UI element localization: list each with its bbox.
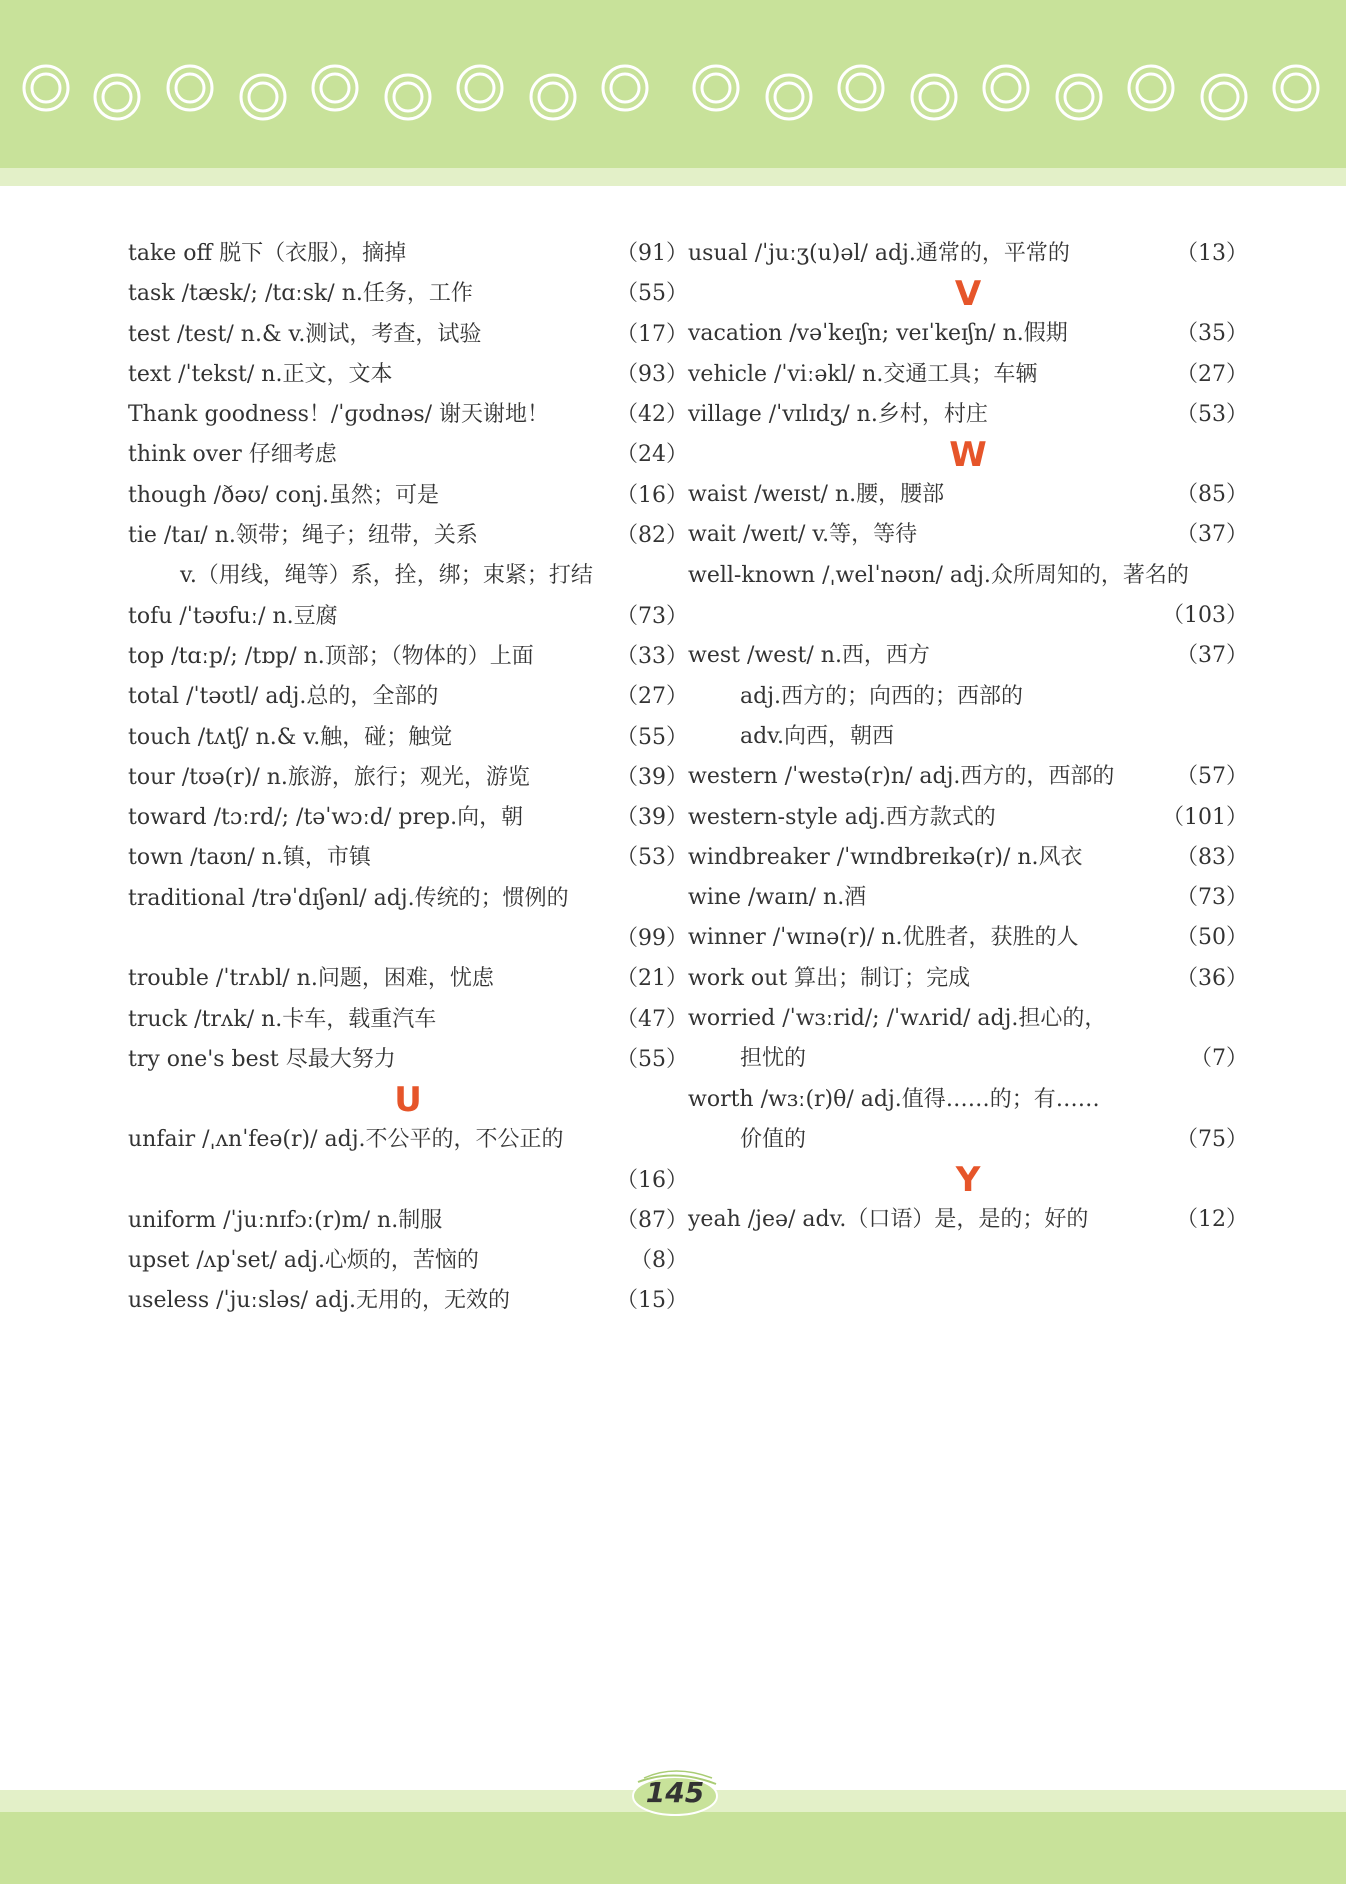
- entry-text: worried /ˈwɜːrid/; /ˈwʌrid/ adj.担心的，: [688, 1006, 1107, 1032]
- entry-text-continued: 担忧的: [740, 1046, 807, 1072]
- glossary-entry: [688, 556, 1248, 637]
- unit-page-ref: （39）: [616, 805, 688, 831]
- entry-text: useless /ˈjuːsləs/ adj.无用的，无效的: [128, 1288, 511, 1314]
- ring-icon: [531, 75, 575, 119]
- ring-icon: [1129, 66, 1173, 110]
- entry-text: uniform /ˈjuːnɪfɔː(r)m/ n.制服: [128, 1207, 443, 1233]
- glossary-entry: [128, 395, 688, 435]
- entry-text: worth /wɜː(r)θ/ adj.值得……的；有……: [688, 1086, 1100, 1112]
- glossary-entry: [688, 677, 1248, 717]
- entry-text: western /ˈwestə(r)n/ adj.西方的，西部的: [688, 764, 1115, 790]
- unit-page-ref: （53）: [1176, 401, 1248, 427]
- unit-page-ref: （82）: [616, 523, 688, 549]
- unit-page-ref: （55）: [616, 1046, 688, 1072]
- unit-page-ref: （85）: [1176, 482, 1248, 508]
- entry-text: unfair /ˌʌnˈfeə(r)/ adj.不公平的，不公正的: [128, 1127, 564, 1153]
- entry-text: toward /tɔːrd/; /təˈwɔːd/ prep.向，朝: [128, 805, 524, 831]
- entry-text: vehicle /ˈviːəkl/ n.交通工具；车辆: [688, 361, 1038, 387]
- entry-text: well-known /ˌwelˈnəʊn/ adj.众所周知的，著名的: [688, 562, 1189, 588]
- glossary-entry: [128, 435, 688, 475]
- glossary-entry: [128, 274, 688, 314]
- unit-page-ref: （39）: [616, 764, 688, 790]
- entry-text: try one's best 尽最大努力: [128, 1046, 396, 1072]
- entry-text: yeah /jeə/ adv.（口语）是，是的；好的: [688, 1207, 1089, 1233]
- glossary-entry: [128, 315, 688, 355]
- glossary-entry: [128, 1201, 688, 1241]
- entry-text: adj.西方的；向西的；西部的: [740, 683, 1024, 709]
- glossary-entry: [688, 878, 1248, 918]
- entry-text: Thank goodness！/ˈɡʊdnəs/ 谢天谢地！: [128, 402, 550, 428]
- entry-text: upset /ʌpˈset/ adj.心烦的，苦恼的: [128, 1248, 479, 1274]
- entry-text: total /ˈtəʊtl/ adj.总的，全部的: [128, 684, 439, 710]
- entry-text: west /west/ n.西，西方: [688, 643, 930, 669]
- entry-text: test /test/ n.& v.测试，考查，试验: [128, 321, 482, 347]
- unit-page-ref: （93）: [616, 361, 688, 387]
- glossary-entry: [688, 838, 1248, 878]
- unit-page-ref: （21）: [616, 966, 688, 992]
- glossary-entry: [688, 999, 1248, 1080]
- unit-page-ref: （36）: [1176, 965, 1248, 991]
- entry-text: touch /tʌtʃ/ n.& v.触，碰；触觉: [128, 724, 453, 750]
- entry-text: windbreaker /ˈwɪndbreɪkə(r)/ n.风衣: [688, 844, 1083, 870]
- entry-text: town /taʊn/ n.镇，市镇: [128, 845, 371, 871]
- glossary-entry: [128, 476, 688, 516]
- glossary-entry: [128, 1281, 688, 1321]
- unit-page-ref: （8）: [630, 1248, 688, 1274]
- unit-page-ref: （53）: [616, 845, 688, 871]
- entry-text: trouble /ˈtrʌbl/ n.问题，困难，忧虑: [128, 966, 494, 992]
- entry-text: v.（用线，绳等）系，拴，绑；束紧；打结: [180, 563, 593, 589]
- unit-page-ref: （103）: [1162, 603, 1248, 629]
- entry-text: work out 算出；制订；完成: [688, 965, 971, 991]
- ring-icon: [24, 66, 68, 110]
- glossary-entry: [128, 718, 688, 758]
- page-number: 145: [645, 1776, 705, 1809]
- unit-page-ref: （16）: [616, 1167, 688, 1193]
- glossary-entry: [688, 959, 1248, 999]
- unit-page-ref: （27）: [1176, 361, 1248, 387]
- unit-page-ref: （57）: [1176, 764, 1248, 790]
- unit-page-ref: （75）: [1176, 1126, 1248, 1152]
- unit-page-ref: （7）: [1190, 1046, 1248, 1072]
- unit-page-ref: （37）: [1176, 643, 1248, 669]
- glossary-entry: [688, 757, 1248, 797]
- section-letter: Y: [955, 1160, 981, 1201]
- glossary-entry: [688, 918, 1248, 958]
- unit-page-ref: （13）: [1176, 241, 1248, 266]
- unit-page-ref: （12）: [1176, 1207, 1248, 1233]
- entry-text-continued: 价值的: [740, 1126, 807, 1152]
- unit-page-ref: （99）: [616, 926, 688, 952]
- glossary-entry: [128, 1241, 688, 1281]
- glossary-entry: [688, 314, 1248, 354]
- ring-icon: [1202, 75, 1246, 119]
- unit-page-ref: （27）: [616, 684, 688, 710]
- entry-text: western-style adj.西方款式的: [688, 804, 996, 830]
- glossary-entry: [688, 515, 1248, 555]
- glossary-entry: [128, 556, 688, 596]
- glossary-entry: [128, 1120, 688, 1201]
- ring-icon: [168, 66, 212, 110]
- section-letter: V: [954, 274, 982, 315]
- unit-page-ref: （42）: [616, 402, 688, 428]
- glossary-entry: [128, 798, 688, 838]
- unit-page-ref: （50）: [1176, 925, 1248, 951]
- ring-icon: [984, 66, 1028, 110]
- entry-text: task /tæsk/; /tɑːsk/ n.任务，工作: [128, 281, 473, 307]
- ring-icon: [694, 66, 738, 110]
- entry-text: truck /trʌk/ n.卡车，载重汽车: [128, 1006, 437, 1032]
- ring-icon: [603, 66, 647, 110]
- footer-band: [0, 1812, 1346, 1884]
- ring-icon: [1057, 75, 1101, 119]
- ring-icon: [241, 75, 285, 119]
- glossary-entry: [688, 798, 1248, 838]
- unit-page-ref: （87）: [616, 1207, 688, 1233]
- ring-icon: [95, 75, 139, 119]
- unit-page-ref: （35）: [1176, 321, 1248, 347]
- ring-icon: [386, 75, 430, 119]
- glossary-entry: [128, 234, 688, 274]
- entry-text: village /ˈvɪlɪdʒ/ n.乡村，村庄: [688, 401, 988, 427]
- glossary-entry: [128, 838, 688, 878]
- section-letter: U: [394, 1080, 422, 1121]
- glossary-entry: [128, 1000, 688, 1040]
- entry-text: tie /taɪ/ n.领带；绳子；纽带，关系: [128, 523, 478, 549]
- glossary-entry: [128, 677, 688, 717]
- unit-page-ref: （73）: [616, 603, 688, 629]
- entry-text: waist /weɪst/ n.腰，腰部: [688, 482, 945, 508]
- glossary-entry: [128, 1040, 688, 1080]
- glossary-entry: [128, 879, 688, 960]
- unit-page-ref: （83）: [1176, 844, 1248, 870]
- entry-text: usual /ˈjuːʒ(u)əl/ adj.通常的，平常的: [688, 241, 1070, 266]
- entry-text: tofu /ˈtəʊfuː/ n.豆腐: [128, 603, 338, 629]
- ring-decoration: [0, 60, 1346, 130]
- entry-text: wait /weɪt/ v.等，等待: [688, 522, 918, 548]
- unit-page-ref: （101）: [1162, 804, 1248, 830]
- glossary-entry: [128, 516, 688, 556]
- entry-text: vacation /vəˈkeɪʃn; veɪˈkeɪʃn/ n.假期: [688, 321, 1068, 347]
- glossary-entry: [128, 597, 688, 637]
- glossary-entry: [128, 637, 688, 677]
- unit-page-ref: （73）: [1176, 885, 1248, 911]
- glossary-entry: [688, 636, 1248, 676]
- unit-page-ref: （47）: [616, 1006, 688, 1032]
- unit-page-ref: （55）: [616, 724, 688, 750]
- unit-page-ref: （37）: [1176, 522, 1248, 548]
- ring-icon: [458, 66, 502, 110]
- entry-text: take off 脱下（衣服），摘掉: [128, 241, 407, 266]
- ring-icon: [1274, 66, 1318, 110]
- unit-page-ref: （16）: [616, 482, 688, 508]
- left-column: [128, 234, 688, 1322]
- glossary-entry: [128, 959, 688, 999]
- glossary-entry: [688, 1200, 1248, 1240]
- unit-page-ref: （17）: [616, 321, 688, 347]
- ring-icon: [912, 75, 956, 119]
- ring-icon: [839, 66, 883, 110]
- entry-text: adv.向西，朝西: [740, 723, 895, 749]
- glossary-entry: [688, 355, 1248, 395]
- unit-page-ref: （91）: [616, 241, 688, 266]
- entry-text: top /tɑːp/; /tɒp/ n.顶部；（物体的）上面: [128, 643, 534, 669]
- glossary-entry: [688, 717, 1248, 757]
- section-letter: W: [949, 435, 987, 476]
- entry-text: wine /waɪn/ n.酒: [688, 885, 867, 911]
- unit-page-ref: （55）: [616, 281, 688, 307]
- glossary-entry: [128, 355, 688, 395]
- entry-text: winner /ˈwɪnə(r)/ n.优胜者，获胜的人: [688, 925, 1079, 951]
- glossary-entry: [688, 1080, 1248, 1161]
- unit-page-ref: （24）: [616, 442, 688, 468]
- ring-icon: [313, 66, 357, 110]
- unit-page-ref: （15）: [616, 1288, 688, 1314]
- entry-text: tour /tʊə(r)/ n.旅游，旅行；观光，游览: [128, 764, 530, 790]
- glossary-entry: [688, 234, 1248, 274]
- entry-text: think over 仔细考虑: [128, 442, 337, 468]
- glossary-entry: [688, 395, 1248, 435]
- entry-text: text /ˈtekst/ n.正文，文本: [128, 361, 393, 387]
- entry-text: traditional /trəˈdɪʃənl/ adj.传统的；惯例的: [128, 885, 569, 911]
- entry-text: though /ðəʊ/ conj.虽然；可是: [128, 482, 439, 508]
- glossary-entry: [128, 758, 688, 798]
- glossary-entry: [688, 475, 1248, 515]
- header-strip: [0, 168, 1346, 186]
- right-column: [688, 234, 1248, 1241]
- ring-icon: [767, 75, 811, 119]
- unit-page-ref: （33）: [616, 643, 688, 669]
